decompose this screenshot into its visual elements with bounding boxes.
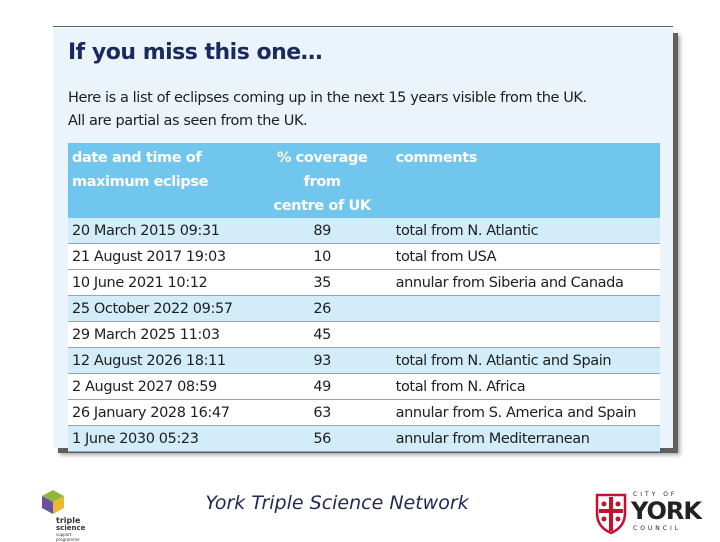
cell-date: 10 June 2021 10:12 — [68, 270, 253, 296]
triple-logo-text-3: support programme — [56, 532, 80, 542]
content-card — [53, 28, 673, 448]
card-title: If you miss this one… — [68, 40, 323, 65]
cell-date: 26 January 2028 16:47 — [68, 400, 253, 426]
top-rule — [53, 26, 673, 27]
cell-coverage: 93 — [253, 348, 392, 374]
cell-comment — [392, 322, 660, 348]
table-row — [68, 426, 660, 452]
intro-line-1: Here is a list of eclipses coming up in the next 15 years visible from the UK. — [68, 90, 587, 106]
cell-coverage: 26 — [253, 296, 392, 322]
cell-comment: total from USA — [392, 244, 660, 270]
cell-coverage: 10 — [253, 244, 392, 270]
cell-date: 29 March 2025 11:03 — [68, 322, 253, 348]
york-logo-city-text: CITY OF — [633, 491, 678, 498]
york-logo-name: YORK — [631, 497, 702, 525]
eclipse-table — [68, 143, 660, 452]
city-of-york-logo — [593, 489, 702, 535]
table-row — [68, 374, 660, 400]
header-date — [68, 143, 253, 218]
cell-coverage: 89 — [253, 218, 392, 244]
cell-coverage: 56 — [253, 426, 392, 452]
cell-coverage: 35 — [253, 270, 392, 296]
table-row — [68, 400, 660, 426]
york-crest-icon — [593, 489, 629, 535]
table-row — [68, 270, 660, 296]
table-row — [68, 218, 660, 244]
header-coverage-line-1: % coverage from — [276, 150, 368, 190]
cell-comment: annular from S. America and Spain — [392, 400, 660, 426]
cell-date: 2 August 2027 08:59 — [68, 374, 253, 400]
cell-comment: total from N. Atlantic — [392, 218, 660, 244]
cell-comment: total from N. Atlantic and Spain — [392, 348, 660, 374]
cell-date: 12 August 2026 18:11 — [68, 348, 253, 374]
table-row — [68, 348, 660, 374]
cell-coverage: 63 — [253, 400, 392, 426]
triple-logo-text-2: science — [56, 524, 86, 532]
footer-title: York Triple Science Network — [205, 492, 469, 514]
cell-comment: annular from Siberia and Canada — [392, 270, 660, 296]
cell-comment — [392, 296, 660, 322]
header-comments: comments — [392, 143, 660, 218]
header-date-line-1: date and time of — [72, 150, 202, 166]
cell-comment: total from N. Africa — [392, 374, 660, 400]
cell-date: 21 August 2017 19:03 — [68, 244, 253, 270]
header-coverage — [253, 143, 392, 218]
cell-date: 25 October 2022 09:57 — [68, 296, 253, 322]
triple-logo-text-1: triple — [56, 516, 81, 525]
intro-text — [68, 87, 648, 133]
table-header-row — [68, 143, 660, 218]
cell-date: 20 March 2015 09:31 — [68, 218, 253, 244]
table-row — [68, 244, 660, 270]
cell-coverage: 49 — [253, 374, 392, 400]
table-row — [68, 296, 660, 322]
intro-line-2: All are partial as seen from the UK. — [68, 113, 308, 129]
cell-comment: annular from Mediterranean — [392, 426, 660, 452]
cell-date: 1 June 2030 05:23 — [68, 426, 253, 452]
cell-coverage: 45 — [253, 322, 392, 348]
table-row — [68, 322, 660, 348]
header-coverage-line-2: centre of UK — [273, 198, 371, 214]
york-logo-council-text: COUNCIL — [633, 525, 682, 532]
header-date-line-2: maximum eclipse — [72, 174, 209, 190]
